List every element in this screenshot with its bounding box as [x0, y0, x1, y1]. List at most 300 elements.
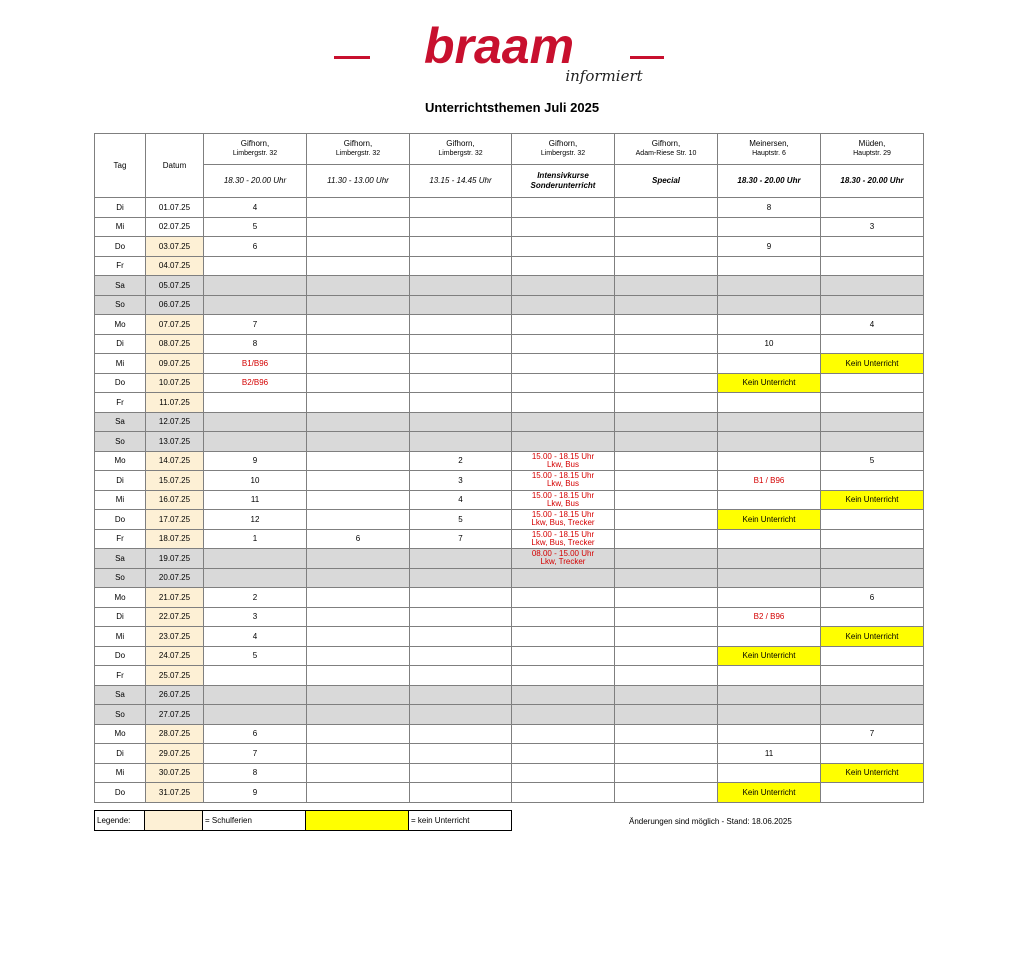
- schedule-cell: [512, 373, 615, 393]
- schedule-cell: [512, 685, 615, 705]
- header-location: [718, 134, 821, 165]
- day-cell: Mi: [95, 217, 146, 237]
- schedule-cell: 6: [204, 724, 307, 744]
- date-cell: 12.07.25: [146, 412, 204, 432]
- schedule-cell: [615, 783, 718, 803]
- cell-line: 15.00 - 18.15 Uhr: [531, 471, 595, 481]
- location-name: Gifhorn,: [651, 139, 681, 148]
- schedule-cell: B2 / B96: [718, 607, 821, 627]
- table-row: [95, 588, 924, 608]
- schedule-cell: [512, 451, 615, 471]
- schedule-cell: 9: [204, 783, 307, 803]
- schedule-cell: 3: [204, 607, 307, 627]
- cell-line: 08.00 - 15.00 Uhr: [531, 549, 595, 559]
- day-cell: Do: [95, 510, 146, 530]
- schedule-cell: 11: [204, 490, 307, 510]
- header-time: [821, 165, 924, 198]
- schedule-cell: [615, 607, 718, 627]
- schedule-cell: [718, 393, 821, 413]
- cell-line: Lkw, Bus: [546, 459, 579, 469]
- schedule-cell: [307, 783, 410, 803]
- schedule-cell: [615, 763, 718, 783]
- table-row: [95, 744, 924, 764]
- header-time: [512, 165, 615, 198]
- date-cell: 16.07.25: [146, 490, 204, 510]
- schedule-cell: [718, 295, 821, 315]
- schedule-cell: [307, 471, 410, 491]
- cell-line: 15.00 - 18.15 Uhr: [531, 510, 595, 520]
- schedule-cell: [410, 354, 512, 374]
- date-cell: 02.07.25: [146, 217, 204, 237]
- schedule-cell: 3: [821, 217, 924, 237]
- schedule-cell: [410, 549, 512, 569]
- schedule-cell: [718, 412, 821, 432]
- schedule-cell: [204, 685, 307, 705]
- schedule-cell: [512, 549, 615, 569]
- schedule-cell: [718, 685, 821, 705]
- change-note: Änderungen sind möglich - Stand: 18.06.2025: [629, 817, 792, 826]
- schedule-cell: [512, 607, 615, 627]
- header-tag: Tag: [95, 134, 146, 198]
- day-cell: Sa: [95, 276, 146, 296]
- time-line: Sonderunterricht: [530, 181, 596, 190]
- schedule-cell: [410, 334, 512, 354]
- schedule-cell: [615, 549, 718, 569]
- schedule-cell: [718, 568, 821, 588]
- header-time: [718, 165, 821, 198]
- header-time: [615, 165, 718, 198]
- schedule-cell: [307, 568, 410, 588]
- schedule-cell: 8: [204, 763, 307, 783]
- cell-line: Lkw, Bus, Trecker: [531, 537, 595, 547]
- schedule-cell: [718, 256, 821, 276]
- schedule-cell: 7: [204, 744, 307, 764]
- schedule-cell: [512, 432, 615, 452]
- location-street: Limbergstr. 32: [540, 150, 586, 157]
- table-row: [95, 666, 924, 686]
- day-cell: So: [95, 432, 146, 452]
- schedule-cell: [512, 237, 615, 257]
- schedule-cell: [821, 334, 924, 354]
- table-row: [95, 471, 924, 491]
- schedule-cell: [512, 646, 615, 666]
- day-cell: Fr: [95, 393, 146, 413]
- date-cell: 24.07.25: [146, 646, 204, 666]
- table-row: [95, 568, 924, 588]
- day-cell: Di: [95, 471, 146, 491]
- day-cell: So: [95, 705, 146, 725]
- legend: [94, 810, 512, 831]
- schedule-cell: [512, 315, 615, 335]
- legend-holiday-text: = Schulferien: [203, 811, 306, 831]
- header-location: [512, 134, 615, 165]
- day-cell: Do: [95, 646, 146, 666]
- header-time: [410, 165, 512, 198]
- schedule-cell: [512, 412, 615, 432]
- date-cell: 10.07.25: [146, 373, 204, 393]
- schedule-cell: [615, 315, 718, 335]
- table-row: [95, 627, 924, 647]
- schedule-cell: [615, 412, 718, 432]
- schedule-cell: [615, 666, 718, 686]
- table-row: [95, 315, 924, 335]
- schedule-cell: [615, 393, 718, 413]
- schedule-cell: [307, 607, 410, 627]
- schedule-cell: [512, 334, 615, 354]
- schedule-cell: [512, 627, 615, 647]
- schedule-cell: 4: [410, 490, 512, 510]
- table-row: [95, 763, 924, 783]
- schedule-cell: [615, 334, 718, 354]
- schedule-cell: [410, 627, 512, 647]
- schedule-cell: [821, 529, 924, 549]
- date-cell: 17.07.25: [146, 510, 204, 530]
- location-name: Müden,: [858, 139, 886, 148]
- date-cell: 11.07.25: [146, 393, 204, 413]
- schedule-cell: [821, 471, 924, 491]
- cell-line: Lkw, Trecker: [540, 557, 586, 567]
- table-row: [95, 373, 924, 393]
- header-datum: Datum: [146, 134, 204, 198]
- schedule-cell: 5: [204, 646, 307, 666]
- table-row: [95, 549, 924, 569]
- schedule-cell: [718, 549, 821, 569]
- schedule-cell: [410, 393, 512, 413]
- location-street: Hauptstr. 29: [853, 150, 891, 157]
- day-cell: So: [95, 295, 146, 315]
- schedule-cell: [821, 744, 924, 764]
- schedule-table: [94, 133, 924, 803]
- schedule-cell: [718, 276, 821, 296]
- schedule-cell: [204, 705, 307, 725]
- schedule-cell: [615, 373, 718, 393]
- schedule-cell: [307, 432, 410, 452]
- day-cell: Fr: [95, 529, 146, 549]
- schedule-cell: [410, 607, 512, 627]
- date-cell: 23.07.25: [146, 627, 204, 647]
- schedule-cell: [410, 276, 512, 296]
- schedule-cell: [410, 432, 512, 452]
- time-line: Special: [651, 176, 680, 185]
- table-row: [95, 256, 924, 276]
- schedule-cell: [718, 627, 821, 647]
- schedule-cell: [821, 783, 924, 803]
- schedule-cell: [204, 412, 307, 432]
- schedule-cell: [615, 510, 718, 530]
- day-cell: Mo: [95, 315, 146, 335]
- schedule-cell: [512, 490, 615, 510]
- header-location: [821, 134, 924, 165]
- table-row: [95, 276, 924, 296]
- schedule-cell: [718, 724, 821, 744]
- schedule-cell: [410, 724, 512, 744]
- schedule-cell: [512, 568, 615, 588]
- location-name: Gifhorn,: [240, 139, 270, 148]
- schedule-cell: [821, 568, 924, 588]
- legend-no-class-swatch: [306, 811, 409, 831]
- schedule-cell: 6: [821, 588, 924, 608]
- schedule-cell: [718, 529, 821, 549]
- header-location: [410, 134, 512, 165]
- schedule-cell: [512, 198, 615, 218]
- schedule-cell: [204, 295, 307, 315]
- cell-line: 15.00 - 18.15 Uhr: [531, 490, 595, 500]
- schedule-cell: [410, 295, 512, 315]
- cell-line: Lkw, Bus, Trecker: [531, 518, 595, 528]
- schedule-cell: 5: [410, 510, 512, 530]
- schedule-cell: 12: [204, 510, 307, 530]
- location-name: Gifhorn,: [343, 139, 373, 148]
- schedule-cell: [512, 529, 615, 549]
- legend-no-class-text: = kein Unterricht: [409, 811, 512, 831]
- day-cell: Mo: [95, 724, 146, 744]
- schedule-cell: [512, 783, 615, 803]
- schedule-cell: [410, 256, 512, 276]
- location-street: Limbergstr. 32: [232, 150, 278, 157]
- date-cell: 26.07.25: [146, 685, 204, 705]
- schedule-cell: [821, 295, 924, 315]
- schedule-cell: [410, 412, 512, 432]
- legend-holiday-swatch: [145, 811, 203, 831]
- day-cell: So: [95, 568, 146, 588]
- location-street: Limbergstr. 32: [335, 150, 381, 157]
- day-cell: Sa: [95, 412, 146, 432]
- schedule-cell: [718, 588, 821, 608]
- schedule-cell: [204, 568, 307, 588]
- schedule-cell: [512, 724, 615, 744]
- schedule-cell: [410, 237, 512, 257]
- schedule-cell: [307, 334, 410, 354]
- day-cell: Mi: [95, 354, 146, 374]
- schedule-cell: [307, 510, 410, 530]
- schedule-cell: [615, 705, 718, 725]
- day-cell: Do: [95, 373, 146, 393]
- table-row: [95, 217, 924, 237]
- header-location: [204, 134, 307, 165]
- table-row: [95, 432, 924, 452]
- date-cell: 20.07.25: [146, 568, 204, 588]
- date-cell: 06.07.25: [146, 295, 204, 315]
- schedule-cell: [615, 217, 718, 237]
- day-cell: Di: [95, 198, 146, 218]
- day-cell: Do: [95, 783, 146, 803]
- schedule-cell: [307, 451, 410, 471]
- schedule-cell: [307, 588, 410, 608]
- schedule-cell: 7: [410, 529, 512, 549]
- schedule-cell: [410, 666, 512, 686]
- schedule-cell: [410, 763, 512, 783]
- day-cell: Mo: [95, 588, 146, 608]
- table-row: [95, 724, 924, 744]
- day-cell: Di: [95, 607, 146, 627]
- schedule-cell: [821, 237, 924, 257]
- schedule-cell: [615, 276, 718, 296]
- table-row: [95, 490, 924, 510]
- schedule-cell: [821, 256, 924, 276]
- schedule-cell: 10: [718, 334, 821, 354]
- location-name: Gifhorn,: [548, 139, 578, 148]
- schedule-cell: 4: [204, 627, 307, 647]
- schedule-cell: 8: [204, 334, 307, 354]
- braam-logo: [334, 18, 664, 88]
- schedule-cell: Kein Unterricht: [718, 783, 821, 803]
- date-cell: 22.07.25: [146, 607, 204, 627]
- schedule-cell: [615, 471, 718, 491]
- date-cell: 29.07.25: [146, 744, 204, 764]
- table-row: [95, 646, 924, 666]
- table-row: [95, 451, 924, 471]
- schedule-cell: 4: [821, 315, 924, 335]
- day-cell: Mo: [95, 451, 146, 471]
- page-title: Unterrichtsthemen Juli 2025: [424, 100, 600, 115]
- schedule-cell: [410, 783, 512, 803]
- schedule-cell: 8: [718, 198, 821, 218]
- schedule-cell: [821, 549, 924, 569]
- schedule-cell: [615, 256, 718, 276]
- cell-line: Lkw, Bus: [546, 479, 579, 489]
- schedule-cell: [821, 198, 924, 218]
- day-cell: Mi: [95, 763, 146, 783]
- schedule-cell: 2: [410, 451, 512, 471]
- time-line: 18.30 - 20.00 Uhr: [223, 176, 287, 185]
- header-time: [204, 165, 307, 198]
- schedule-cell: [718, 315, 821, 335]
- schedule-cell: Kein Unterricht: [821, 763, 924, 783]
- schedule-cell: [615, 588, 718, 608]
- schedule-cell: 3: [410, 471, 512, 491]
- table-row: [95, 783, 924, 803]
- schedule-cell: [718, 763, 821, 783]
- schedule-cell: [204, 432, 307, 452]
- schedule-cell: Kein Unterricht: [821, 627, 924, 647]
- schedule-cell: [718, 666, 821, 686]
- schedule-cell: [410, 646, 512, 666]
- schedule-cell: 1: [204, 529, 307, 549]
- schedule-cell: [204, 276, 307, 296]
- schedule-cell: [410, 315, 512, 335]
- day-cell: Di: [95, 334, 146, 354]
- schedule-cell: [307, 705, 410, 725]
- schedule-cell: [204, 549, 307, 569]
- schedule-cell: [307, 490, 410, 510]
- date-cell: 30.07.25: [146, 763, 204, 783]
- schedule-cell: [307, 276, 410, 296]
- schedule-cell: [307, 685, 410, 705]
- schedule-cell: [821, 393, 924, 413]
- schedule-cell: [718, 490, 821, 510]
- schedule-cell: [718, 705, 821, 725]
- date-cell: 13.07.25: [146, 432, 204, 452]
- schedule-cell: Kein Unterricht: [718, 646, 821, 666]
- day-cell: Sa: [95, 685, 146, 705]
- day-cell: Fr: [95, 256, 146, 276]
- schedule-cell: [615, 354, 718, 374]
- table-row: [95, 354, 924, 374]
- schedule-cell: 9: [718, 237, 821, 257]
- schedule-cell: [410, 705, 512, 725]
- schedule-cell: [512, 354, 615, 374]
- schedule-cell: [410, 373, 512, 393]
- schedule-cell: [410, 568, 512, 588]
- schedule-cell: [307, 295, 410, 315]
- schedule-cell: 9: [204, 451, 307, 471]
- date-cell: 25.07.25: [146, 666, 204, 686]
- day-cell: Do: [95, 237, 146, 257]
- location-street: Adam-Riese Str. 10: [635, 150, 697, 157]
- schedule-cell: Kein Unterricht: [718, 510, 821, 530]
- time-line: 11.30 - 13.00 Uhr: [327, 176, 389, 185]
- schedule-cell: [204, 256, 307, 276]
- schedule-cell: [307, 256, 410, 276]
- schedule-cell: [512, 588, 615, 608]
- schedule-cell: [512, 276, 615, 296]
- schedule-cell: [307, 217, 410, 237]
- logo-brand: braam: [423, 18, 575, 74]
- schedule-cell: [821, 276, 924, 296]
- schedule-cell: [410, 198, 512, 218]
- schedule-cell: [615, 451, 718, 471]
- schedule-cell: [307, 763, 410, 783]
- schedule-cell: 7: [204, 315, 307, 335]
- cell-line: 15.00 - 18.15 Uhr: [531, 451, 595, 461]
- day-cell: Di: [95, 744, 146, 764]
- schedule-cell: 10: [204, 471, 307, 491]
- logo-tagline: informiert: [565, 67, 643, 85]
- date-cell: 09.07.25: [146, 354, 204, 374]
- schedule-cell: [307, 373, 410, 393]
- schedule-cell: [615, 490, 718, 510]
- time-line: 13.15 - 14.45 Uhr: [429, 176, 492, 185]
- schedule-cell: [410, 588, 512, 608]
- schedule-cell: [410, 685, 512, 705]
- schedule-cell: [615, 685, 718, 705]
- day-cell: Mi: [95, 490, 146, 510]
- date-cell: 08.07.25: [146, 334, 204, 354]
- schedule-cell: [615, 627, 718, 647]
- schedule-cell: [307, 198, 410, 218]
- schedule-cell: [512, 666, 615, 686]
- header-time: [307, 165, 410, 198]
- date-cell: 01.07.25: [146, 198, 204, 218]
- schedule-cell: [512, 471, 615, 491]
- time-line: 18.30 - 20.00 Uhr: [840, 176, 904, 185]
- table-row: [95, 393, 924, 413]
- schedule-cell: 2: [204, 588, 307, 608]
- schedule-cell: [512, 295, 615, 315]
- schedule-cell: 6: [307, 529, 410, 549]
- schedule-cell: [718, 432, 821, 452]
- date-cell: 21.07.25: [146, 588, 204, 608]
- time-line: Intensivkurse: [537, 171, 589, 180]
- schedule-cell: [307, 237, 410, 257]
- location-name: Gifhorn,: [446, 139, 475, 148]
- location-street: Limbergstr. 32: [438, 150, 483, 157]
- date-cell: 31.07.25: [146, 783, 204, 803]
- schedule-cell: [512, 393, 615, 413]
- schedule-cell: 5: [821, 451, 924, 471]
- cell-line: 15.00 - 18.15 Uhr: [531, 529, 595, 539]
- schedule-cell: [615, 529, 718, 549]
- schedule-cell: [718, 217, 821, 237]
- date-cell: 15.07.25: [146, 471, 204, 491]
- schedule-cell: 7: [821, 724, 924, 744]
- schedule-cell: [307, 315, 410, 335]
- schedule-cell: 11: [718, 744, 821, 764]
- day-cell: Sa: [95, 549, 146, 569]
- schedule-cell: [410, 744, 512, 764]
- date-cell: 28.07.25: [146, 724, 204, 744]
- schedule-cell: [307, 393, 410, 413]
